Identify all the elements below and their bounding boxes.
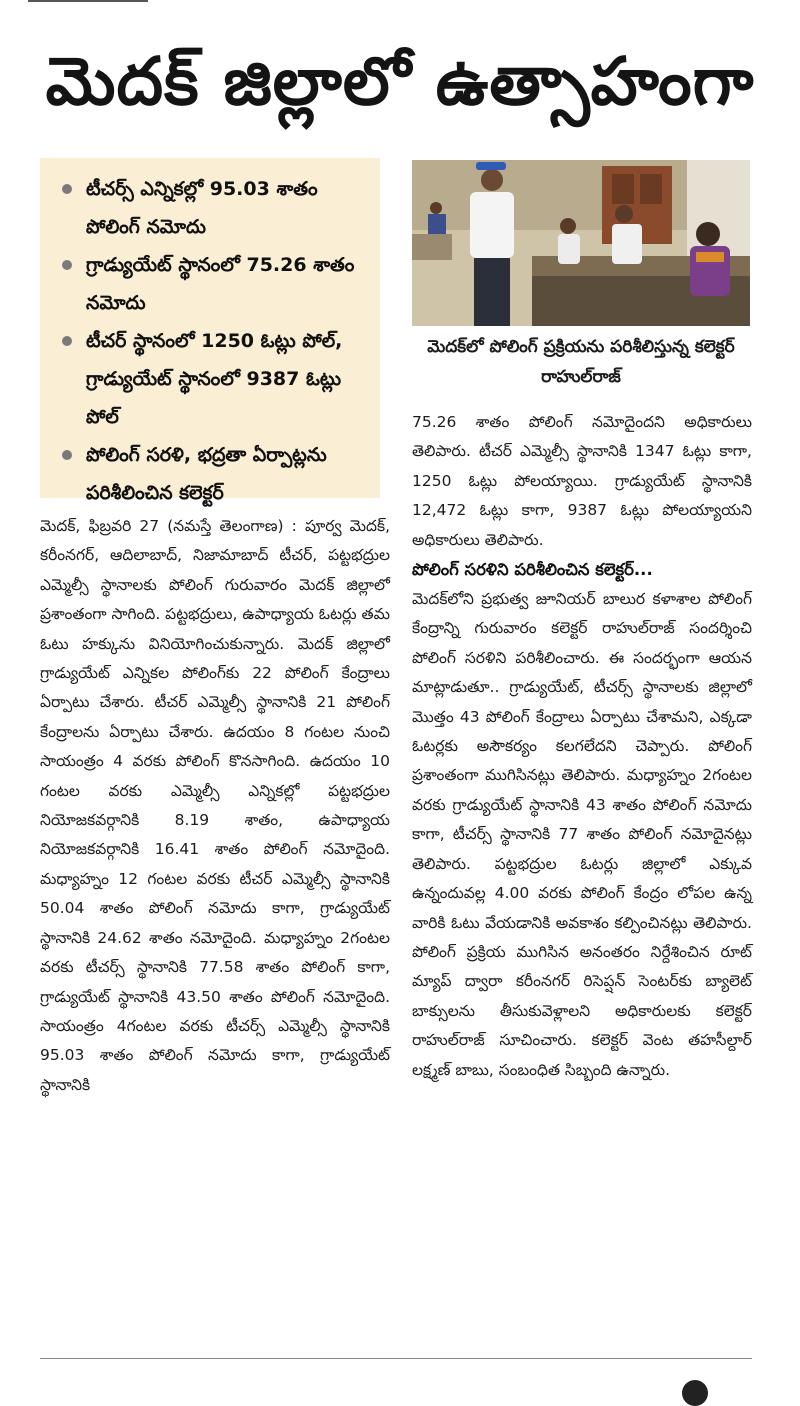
highlight-item bbox=[60, 436, 368, 512]
article-column-right bbox=[412, 408, 752, 1085]
highlight-item bbox=[60, 246, 368, 322]
bullet-icon bbox=[62, 336, 72, 346]
highlight-item bbox=[60, 170, 368, 246]
bottom-rule bbox=[40, 1358, 752, 1359]
article-paragraph: 75.26 శాతం పోలింగ్ నమోదైందని అధికారులు తెలిపారు. టీచర్ ఎమ్మెల్సీ స్థానానికి 1347 ఓట్లు కాగా, 1250 ఓట్లు పోలయ్యాయి. గ్రాడ్యుయేట్ స్థానానికి 12,472 ఓట్లు కాగా, 9387 ఓట్లు పోలయ్యాయని అధికారులు తెలిపారు. bbox=[412, 413, 752, 549]
page-marker-icon bbox=[682, 1380, 708, 1406]
bullet-icon bbox=[62, 184, 72, 194]
highlight-item bbox=[60, 322, 368, 436]
top-rule bbox=[28, 0, 148, 6]
highlight-text: టీచర్ స్థానంలో 1250 ఓట్లు పోల్, గ్రాడ్యుయేట్ స్థానంలో 9387 ఓట్లు పోల్ bbox=[86, 330, 343, 428]
polling-scene-illustration bbox=[412, 160, 750, 326]
bullet-icon bbox=[62, 260, 72, 270]
highlight-text: టీచర్స్ ఎన్నికల్లో 95.03 శాతం పోలింగ్ నమోదు bbox=[86, 178, 318, 238]
highlight-text: గ్రాడ్యుయేట్ స్థానంలో 75.26 శాతం నమోదు bbox=[86, 254, 355, 314]
photo-caption: మెదక్‌లో పోలింగ్ ప్రక్రియను పరిశీలిస్తున్న కలెక్టర్ రాహుల్‌రాజ్ bbox=[427, 337, 735, 387]
article-paragraph: మెదక్‌లోని ప్రభుత్వ జూనియర్ బాలుర కళాశాల పోలింగ్ కేంద్రాన్ని గురువారం కలెక్టర్ రాహుల్‌రాజ్ సందర్శించి పోలింగ్ సరళిని పరిశీలించారు. ఈ సందర్భంగా ఆయన మాట్లాడుతూ.. గ్రాడ్యుయేట్, టీచర్స్ స్థానాలకు జిల్లాలో మొత్తం 43 పోలింగ్ కేంద్రాలు ఏర్పాటు చేశామని, ఎక్కడా ఓటర్లకు అసౌకర్యం కలగలేదని చెప్పారు. పోలింగ్ ప్రశాంతంగా ముగిసినట్లు తెలిపారు. మధ్యాహ్నం 2గంటల వరకు గ్రాడ్యుయేట్ స్థానానికి 43 శాతం పోలింగ్ నమోదు కాగా, టీచర్స్ స్థానానికి 77 శాతం పోలింగ్ నమోదైనట్లు తెలిపారు. పట్టభద్రుల ఓటర్లు జిల్లాలో ఎక్కువ ఉన్నందువల్ల 4.00 వరకు పోలింగ్ కేంద్రం లోపల ఉన్న వారికి ఓటు వేయడానికి అవకాశం కల్పించినట్లు తెలిపారు. పోలింగ్ ప్రక్రియ ముగిసిన అనంతరం నిర్దేశించిన రూట్ మ్యాప్ ద్వారా కరీంనగర్ రిసెప్షన్ సెంటర్‌కు బ్యాలెట్ బాక్సులను తీసుకువెళ్లాలని అధికారులకు కలెక్టర్ రాహుల్‌రాజ్ సూచించారు. కలెక్టర్ వెంట తహసీల్దార్ లక్ష్మణ్ బాబు, సంబంధిత సిబ్బంది ఉన్నారు. bbox=[412, 590, 752, 1079]
article-column-left: మెదక్, ఫిబ్రవరి 27 (నమస్తే తెలంగాణ) : పూర్వ మెదక్, కరీంనగర్, ఆదిలాబాద్, నిజామాబాద్ టీచర్, పట్టభద్రుల ఎమ్మెల్సీ స్థానాలకు పోలింగ్ గురువారం మెదక్ జిల్లాలో ప్రశాంతంగా సాగింది. పట్టభద్రులు, ఉపాధ్యాయ ఓటర్లు తమ ఓటు హక్కును వినియోగించుకున్నారు. మెదక్ జిల్లాలో గ్రాడ్యుయేట్ ఎన్నికల పోలింగ్‌కు 22 పోలింగ్ కేంద్రాలు ఏర్పాటు చేశారు. టీచర్ ఎమ్మెల్సీ స్థానానికి 21 పోలింగ్ కేంద్రాలను ఏర్పాటు చేశారు. ఉదయం 8 గంటల నుంచి సాయంత్రం 4 వరకు పోలింగ్ కొనసాగింది. ఉదయం 10 గంటల వరకు ఎమ్మెల్సీ ఎన్నికల్లో పట్టభద్రుల నియోజకవర్గానికి 8.19 శాతం, ఉపాధ్యాయ నియోజకవర్గానికి 16.41 శాతం పోలింగ్ నమోదైంది. మధ్యాహ్నం 12 గంటల వరకు టీచర్ ఎమ్మెల్సీ స్థానానికి 50.04 శాతం పోలింగ్ నమోదు కాగా, గ్రాడ్యుయేట్ స్థానానికి 24.62 శాతం నమోదైంది. మధ్యాహ్నం 2గంటల వరకు టీచర్స్ స్థానానికి 77.58 శాతం పోలింగ్ కాగా, గ్రాడ్యుయేట్ స్థానానికి 43.50 శాతం పోలింగ్ నమోదైంది. సాయంత్రం 4గంటల వరకు టీచర్స్ ఎమ్మెల్సీ స్థానానికి 95.03 శాతం పోలింగ్ నమోదు కాగా, గ్రాడ్యుయేట్ స్థానానికి bbox=[40, 517, 390, 1094]
highlight-text: పోలింగ్ సరళి, భద్రతా ఏర్పాట్లను పరిశీలించిన కలెక్టర్ bbox=[86, 444, 327, 504]
highlights-box bbox=[40, 158, 380, 504]
headline: మెదక్ జిల్లాలో ఉత్సాహంగా bbox=[45, 43, 755, 120]
news-photo bbox=[412, 160, 750, 326]
article-subheading: పోలింగ్ సరళిని పరిశీలించిన కలెక్టర్... bbox=[412, 560, 653, 580]
bullet-icon bbox=[62, 450, 72, 460]
